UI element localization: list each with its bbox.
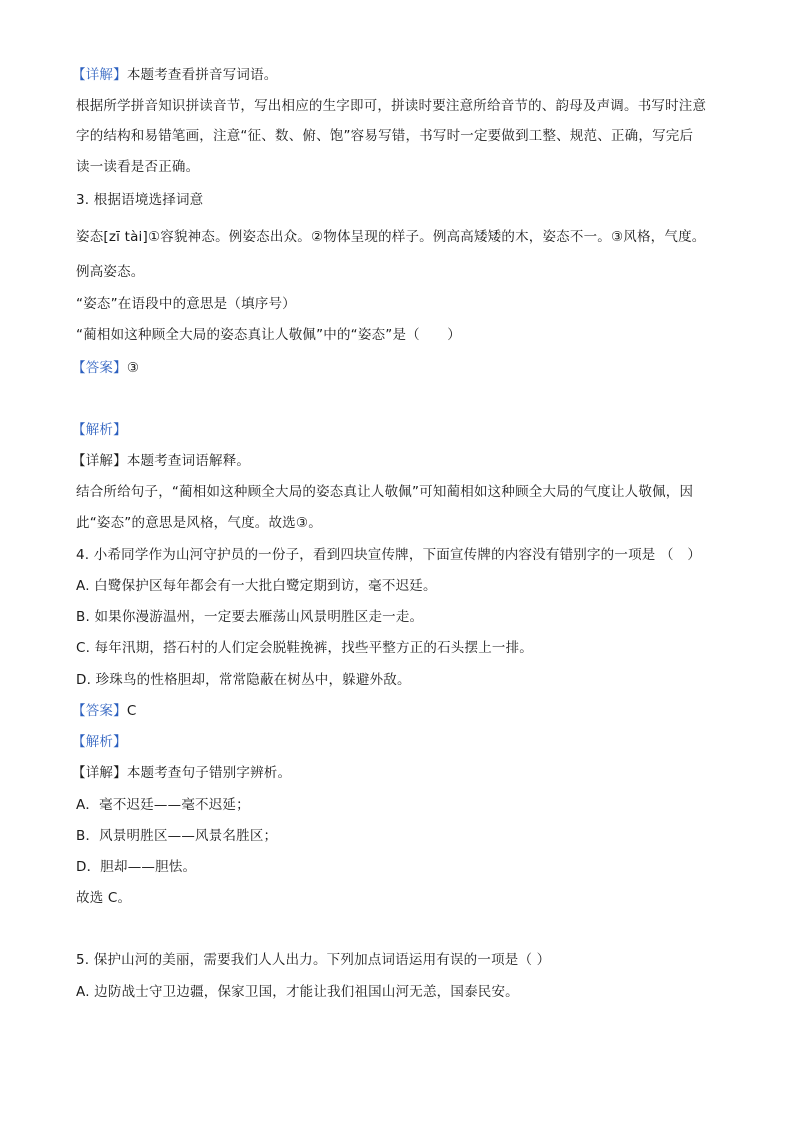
text-line: 读一读看是否正确。 (76, 159, 200, 175)
answer-line (72, 702, 722, 720)
option-a: A. 白鹭保护区每年都会有一大批白鹭定期到访，毫不迟廷。 (76, 578, 437, 594)
option-a: A. 边防战士守卫边疆，保家卫国，才能让我们祖国山河无恙，国泰民安。 (76, 984, 519, 1000)
question-5-title: 5. 保护山河的美丽，需要我们人人出力。下列加点词语运用有误的一项是（ ） (76, 952, 551, 968)
analysis-tag: 【解析】 (72, 734, 127, 750)
detail-tag: 【详解】 (72, 765, 127, 781)
answer-tag: 【答案】 (72, 703, 127, 719)
option-c: C. 每年汛期，搭石村的人们定会脱鞋挽裤，找些平整方正的石头摆上一排。 (76, 640, 534, 656)
answer-text: C (126, 703, 137, 719)
analysis-line (72, 733, 722, 751)
detail-paragraph-1 (72, 66, 722, 84)
answer-text: ③ (126, 360, 140, 376)
text-line: 例高姿态。 (76, 264, 145, 280)
text-line: 姿态[zī tài]①容貌神态。例姿态出众。②物体呈现的样子。例高高矮矮的木，姿态不一。③风格，气度。 (76, 229, 706, 245)
question-3-title: 3. 根据语境选择词意 (76, 192, 204, 208)
analysis-line (72, 421, 722, 439)
text-line: D．胆却——胆怯。 (76, 859, 197, 875)
question-4-title: 4. 小希同学作为山河守护员的一份子，看到四块宣传牌，下面宣传牌的内容没有错别字的一项是 （ ） (76, 547, 702, 563)
text-line: B．风景明胜区——风景名胜区； (76, 828, 278, 844)
detail-text: 本题考查词语解释。 (126, 453, 251, 469)
text-line: “姿态”在语段中的意思是（填序号） (76, 296, 296, 312)
option-b: B. 如果你漫游温州，一定要去雁荡山风景明胜区走一走。 (76, 609, 424, 625)
text-line: 结合所给句子，“蔺相如这种顾全大局的姿态真让人敬佩”可知蔺相如这种顾全大局的气度让人敬佩，因 (76, 484, 694, 500)
answer-line (72, 359, 722, 377)
detail-text: 本题考查看拼音写词语。 (126, 67, 278, 83)
detail-text: 本题考查句子错别字辨析。 (126, 765, 292, 781)
detail-paragraph-2 (72, 452, 722, 470)
answer-tag: 【答案】 (72, 360, 127, 376)
text-line: 此“姿态”的意思是风格，气度。故选③。 (76, 515, 322, 531)
text-line: “蔺相如这种顾全大局的姿态真让人敬佩”中的“姿态”是（ ） (76, 327, 461, 343)
analysis-tag: 【解析】 (72, 422, 127, 438)
detail-tag: 【详解】 (72, 67, 127, 83)
detail-paragraph-3 (72, 764, 722, 782)
detail-tag: 【详解】 (72, 453, 127, 469)
text-line: A．毫不迟廷——毫不迟延； (76, 797, 250, 813)
text-line: 字的结构和易错笔画，注意“征、数、俯、饱”容易写错，书写时一定要做到工整、规范、正确，写完后 (76, 128, 694, 144)
option-d: D. 珍珠鸟的性格胆却，常常隐蔽在树丛中，躲避外敌。 (76, 672, 411, 688)
text-line: 故选 C。 (76, 890, 132, 906)
text-line: 根据所学拼音知识拼读音节，写出相应的生字即可，拼读时要注意所给音节的、韵母及声调。书写时注意 (76, 98, 707, 114)
